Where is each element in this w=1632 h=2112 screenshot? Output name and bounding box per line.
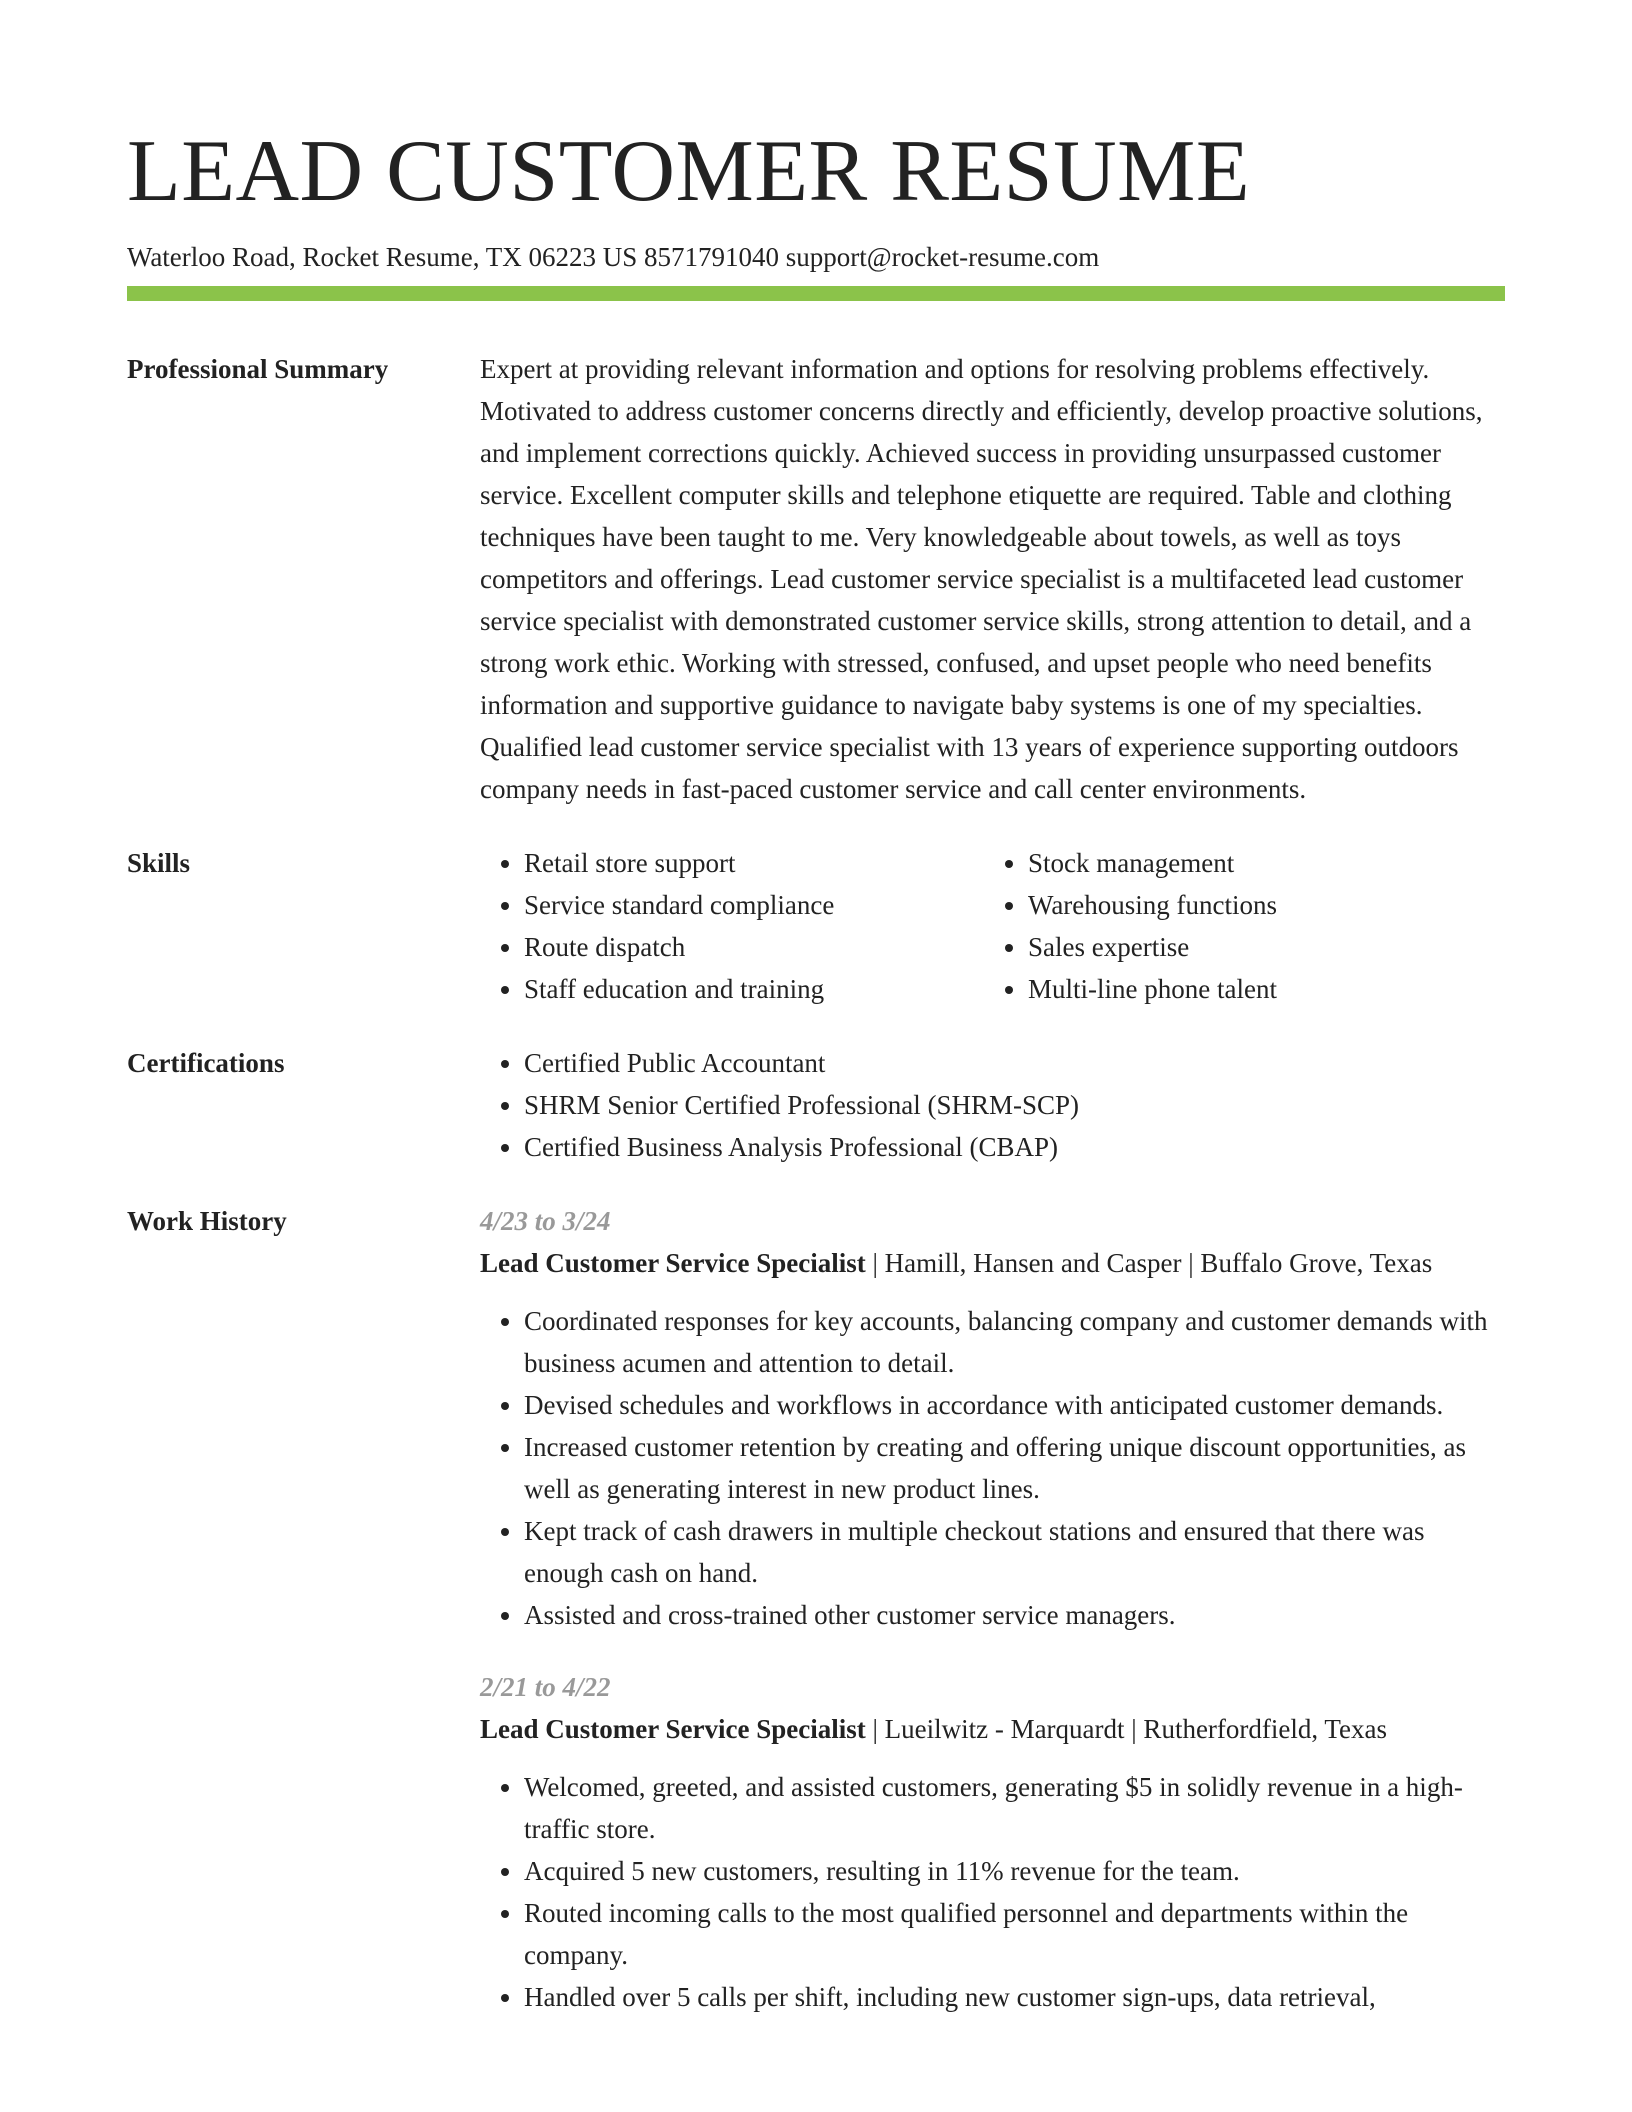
accent-divider: [127, 286, 1505, 301]
section-title-certifications: Certifications: [127, 1048, 285, 1078]
certifications-list: [480, 1042, 1505, 1168]
skill-item: • Retail store support: [524, 842, 984, 884]
job-details: | Hamill, Hansen and Casper | Buffalo Grove, Texas: [865, 1248, 1433, 1278]
section-title-summary: Professional Summary: [127, 354, 389, 384]
skills-grid: [480, 842, 1505, 1010]
skills-body: [480, 842, 1505, 1010]
job-entry: [480, 1200, 1505, 1636]
resume-header: [127, 118, 1505, 274]
skill-item: • Multi-line phone talent: [1028, 968, 1488, 1010]
summary-text: Expert at providing relevant information and options for resolving problems effectively. Motivated to address customer concerns directly and efficiently, develop proactive solutions, and implement corrections quickly. Achieved success in providing unsurpassed customer service. Excellent computer skills and telephone etiquette are required. Table and clothing techniques have been taught to me. Very knowledgeable about towels, as well as toys competitors and offerings. Lead customer service specialist is a multifaceted lead customer service specialist with demonstrated customer service skills, strong attention to detail, and a strong work ethic. Working with stressed, confused, and upset people who need benefits information and supportive guidance to navigate baby systems is one of my specialties. Qualified lead customer service specialist with 13 years of experience supporting outdoors company needs in fast-paced customer service and call center environments.: [480, 354, 1483, 804]
skill-item: • Service standard compliance: [524, 884, 984, 926]
job-bullet: • Assisted and cross-trained other customer service managers.: [524, 1594, 1505, 1636]
skills-column-left: [480, 842, 984, 1010]
job-bullets: [480, 1300, 1505, 1636]
job-bullet: • Routed incoming calls to the most qualified personnel and departments within the company.: [524, 1892, 1505, 1976]
job-bullet: • Increased customer retention by creating and offering unique discount opportunities, as well as generating interest in new product lines.: [524, 1426, 1505, 1510]
skill-item: • Sales expertise: [1028, 926, 1488, 968]
job-bullets: [480, 1766, 1505, 2018]
job-bullet: • Coordinated responses for key accounts, balancing company and customer demands with business acumen and attention to detail.: [524, 1300, 1505, 1384]
job-bullet: • Handled over 5 calls per shift, including new customer sign-ups, data retrieval,: [524, 1976, 1505, 2018]
certifications-section: [127, 1042, 1505, 1168]
certification-item: • SHRM Senior Certified Professional (SHRM-SCP): [524, 1084, 1505, 1126]
job-bullet: • Welcomed, greeted, and assisted customers, generating $5 in solidly revenue in a high-traffic store.: [524, 1766, 1505, 1850]
certification-item: • Certified Public Accountant: [524, 1042, 1505, 1084]
skills-column-right: [984, 842, 1488, 1010]
job-bullet: • Kept track of cash drawers in multiple checkout stations and ensured that there was enough cash on hand.: [524, 1510, 1505, 1594]
skills-section: [127, 842, 1505, 1010]
section-title-skills: Skills: [127, 848, 191, 878]
resume-body: [127, 348, 1505, 2050]
summary-body: [480, 348, 1505, 810]
job-heading: [480, 1708, 1505, 1750]
job-bullet: • Devised schedules and workflows in accordance with anticipated customer demands.: [524, 1384, 1505, 1426]
job-title: Lead Customer Service Specialist: [480, 1248, 866, 1278]
resume-name: LEAD CUSTOMER RESUME: [127, 123, 1251, 220]
work-history-section: [127, 1200, 1505, 2018]
section-title-work-history: Work History: [127, 1206, 287, 1236]
job-bullet: • Acquired 5 new customers, resulting in 11% revenue for the team.: [524, 1850, 1505, 1892]
skill-item: • Warehousing functions: [1028, 884, 1488, 926]
job-details: | Lueilwitz - Marquardt | Rutherfordfield, Texas: [865, 1714, 1387, 1744]
skill-item: • Route dispatch: [524, 926, 984, 968]
contact-line: Waterloo Road, Rocket Resume, TX 06223 US 8571791040 support@rocket-resume.com: [127, 242, 1100, 272]
job-dates: 2/21 to 4/22: [480, 1672, 611, 1702]
summary-section: [127, 348, 1505, 810]
skill-item: • Staff education and training: [524, 968, 984, 1010]
certification-item: • Certified Business Analysis Professional (CBAP): [524, 1126, 1505, 1168]
job-dates: 4/23 to 3/24: [480, 1206, 611, 1236]
job-entry: [480, 1666, 1505, 2018]
job-title: Lead Customer Service Specialist: [480, 1714, 866, 1744]
skill-item: • Stock management: [1028, 842, 1488, 884]
work-history-body: [480, 1200, 1505, 2018]
job-heading: [480, 1242, 1505, 1284]
certifications-body: [480, 1042, 1505, 1168]
